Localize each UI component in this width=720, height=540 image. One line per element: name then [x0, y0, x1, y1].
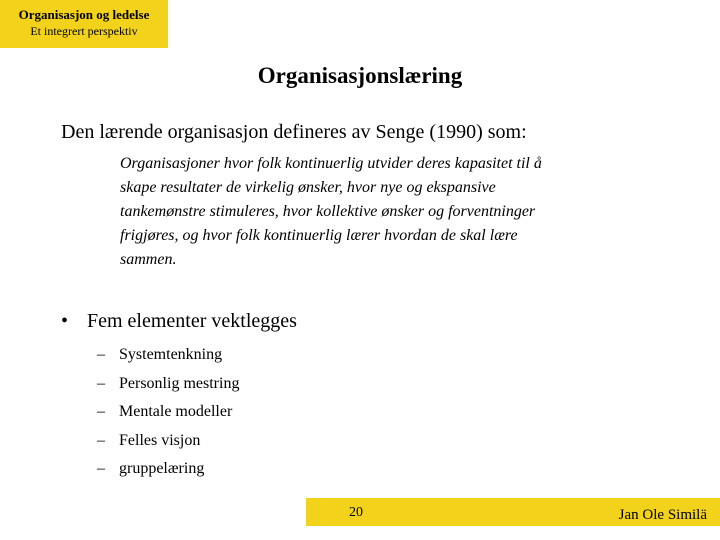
quote-line: Organisasjoner hvor folk kontinuerlig utvider deres kapasitet til å: [120, 155, 542, 172]
list-item-label: Mentale modeller: [119, 403, 233, 421]
definition-quote: [120, 152, 660, 272]
list-item-label: Felles visjon: [119, 431, 201, 449]
dash-icon: –: [97, 460, 105, 478]
list-item-label: Systemtenkning: [119, 346, 223, 363]
dash-icon: –: [97, 403, 105, 421]
list-item-label: gruppelæring: [119, 460, 205, 478]
intro-text: Den lærende organisasjon defineres av Senge (1990) som:: [61, 121, 527, 143]
list-item: [97, 370, 239, 399]
author-name: Jan Ole Similä: [618, 507, 707, 523]
page-number: 20: [349, 505, 363, 520]
main-bullet-text: Fem elementer vektlegges: [87, 310, 297, 332]
quote-line: tankemønstre stimuleres, hvor kollektive ønsker og forventninger: [120, 203, 536, 220]
course-subtitle: Et integrert perspektiv: [30, 24, 138, 38]
list-item: [97, 341, 239, 370]
main-bullet: [61, 306, 297, 336]
list-item: [97, 427, 239, 456]
course-title: Organisasjon og ledelse: [18, 7, 150, 22]
list-item: [97, 398, 239, 427]
list-item: [97, 455, 239, 484]
quote-line: skape resultater de virkelig ønsker, hvor nye og ekspansive: [120, 179, 496, 196]
elements-list: [97, 341, 239, 484]
slide-title: Organisasjonslæring: [257, 63, 463, 88]
dash-icon: –: [97, 374, 105, 392]
dash-icon: –: [97, 346, 105, 363]
list-item-label: Personlig mestring: [119, 374, 240, 392]
quote-line: frigjøres, og hvor folk kontinuerlig lærer hvordan de skal lære: [120, 227, 518, 244]
course-header-box: [0, 0, 168, 48]
bullet-icon: •: [61, 310, 69, 332]
dash-icon: –: [97, 431, 105, 449]
quote-line: sammen.: [120, 251, 177, 268]
